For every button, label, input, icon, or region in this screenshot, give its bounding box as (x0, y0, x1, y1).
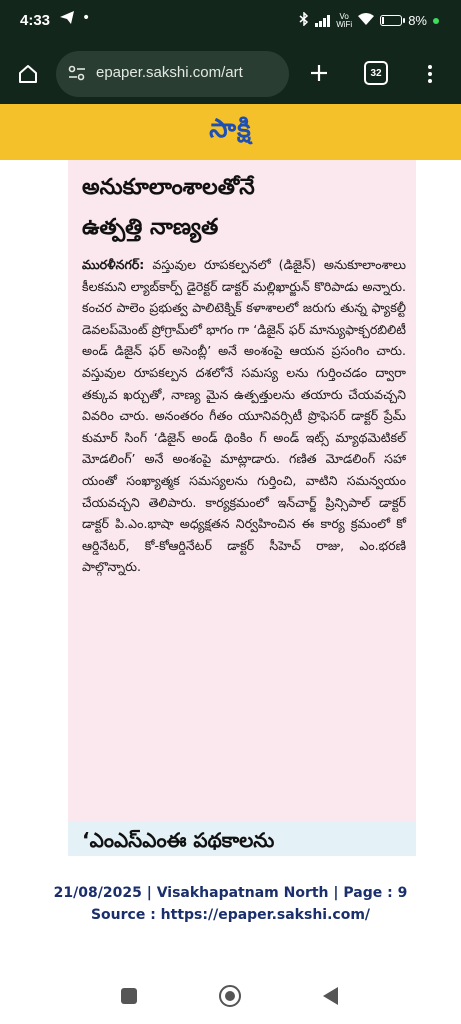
article-body-text: వస్తువుల రూపకల్పనలో (డిజైన్) అనుకూలాంశాలు కీలకమని ల్యాబ్‌కార్ప్ డైరెక్టర్ డాక్టర్ మల్లిఖార్జున్ కొరిపాడు అన్నారు. కంచర పాలెం ప్రభుత్వ పాలిటెక్నిక్ కళాశాలలో జరుగు తున్న ఫ్యాకల్టీ డెవలప్‌మెంట్ ప్రోగ్రామ్‌లో భాగం గా ‘డిజైన్ ఫర్ మాన్యుఫాక్చరబిలిటీ అండ్ డిజైన్ ఫర్ అసెంబ్లీ’ అనే అంశంపై ఆయన ప్రసంగిం చారు. వస్తువుల రూపకల్పన దశలోనే సమస్య లను గుర్తించడం ద్వారా తక్కువ ఖర్చుతో, నాణ్య మైన ఉత్పత్తులను తయారు చేయవచ్చని వివరిం చారు. అనంతరం గీతం యూనివర్సిటీ ప్రొఫెసర్ డాక్టర్ ప్రేమ్ కుమార్ సింగ్ ‘డిజైన్ అండ్ థింకిం గ్ అండ్ ఇట్స్ మ్యాథమెటికల్ మోడలింగ్’ అనే అంశంపై మాట్లాడారు. గణిత మోడలింగ్ సహా యంతో సంఖ్యాత్మక సమస్యలను గుర్తించి, వాటిని సమన్వయం చేయవచ్చని తెలిపారు. కార్యక్రమంలో ఇన్‌చార్జ్ ప్రిన్సిపాల్ డాక్టర్ డాక్టర్ పి.ఎం.భాషా అధ్యక్షతన నిర్వహించిన ఈ కార్య క్రమంలో కో ఆర్డినేటర్, కో-కోఆర్డినేటర్ డాక్టర్ సీహెచ్ రాజు, ఎం.భరణి పాల్గొన్నారు. (82, 257, 406, 575)
url-text: epaper.sakshi.com/art (96, 64, 243, 81)
article-clipping (68, 160, 416, 822)
status-icons (299, 12, 439, 29)
battery-percent: 8% (408, 13, 427, 28)
new-tab-button[interactable] (304, 58, 334, 88)
home-circle-icon[interactable] (219, 985, 241, 1007)
recents-icon[interactable] (121, 988, 137, 1004)
signal-icon (315, 15, 330, 27)
home-icon (17, 63, 39, 85)
more-vert-icon[interactable] (420, 58, 440, 90)
back-icon[interactable] (323, 987, 338, 1005)
footer-date-edition: 21/08/2025 | Visakhapatnam North | Page : 9 (53, 885, 408, 901)
browser-toolbar (0, 44, 461, 104)
plus-icon (309, 63, 329, 83)
address-bar[interactable] (56, 51, 289, 97)
vowifi-top-label: Vo (339, 11, 349, 21)
headline-line-1: అనుకూలాంశాలతోనే (82, 175, 255, 200)
tabs-button[interactable] (364, 61, 388, 85)
status-time: 4:33 (20, 12, 51, 29)
footer-source[interactable]: Source : https://epaper.sakshi.com/ (90, 907, 371, 923)
article-headline (68, 160, 416, 248)
article-dateline: మురళీనగర్: (82, 257, 145, 272)
tune-icon[interactable] (68, 65, 86, 85)
sakshi-logo: సాక్షి (209, 114, 252, 144)
bluetooth-icon (299, 12, 309, 29)
paper-plane-icon (60, 11, 74, 28)
sakshi-banner (0, 104, 461, 160)
article-body (68, 248, 416, 578)
home-button[interactable] (12, 58, 44, 90)
vowifi-bottom-label: WiFi (336, 19, 353, 29)
status-bar (0, 0, 461, 44)
headline-line-2: ఉత్పత్తి నాణ్యత (82, 215, 219, 240)
next-article-headline: ‘ఎంఎస్‌ఎంఈ పథకాలను (82, 828, 275, 852)
battery-icon (380, 15, 402, 26)
vowifi-icon (336, 13, 352, 29)
notification-dot: • (82, 10, 91, 26)
privacy-indicator-dot (433, 18, 439, 24)
wifi-icon (358, 13, 374, 28)
clipping-footer (0, 882, 461, 926)
next-article-clipping (68, 822, 416, 856)
tab-count: 32 (370, 67, 382, 79)
system-nav-bar (0, 968, 461, 1024)
